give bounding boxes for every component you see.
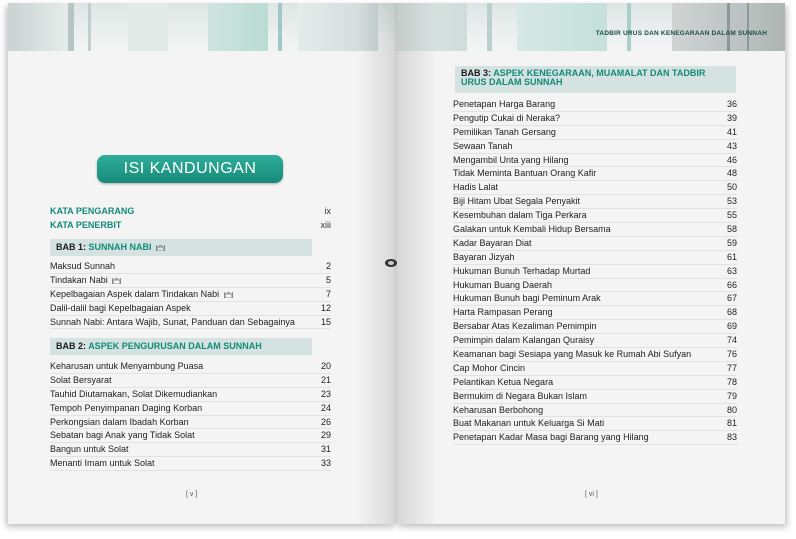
page-number: 53 (726, 196, 737, 207)
entry-label: Pengutip Cukai di Neraka? (453, 112, 561, 123)
front-matter-row[interactable] (50, 220, 331, 230)
entry-label: Kesembuhan dalam Tiga Perkara (453, 210, 587, 221)
entry-label: Mengambil Unta yang Hilang (453, 154, 569, 165)
running-head: TADBIR URUS DAN KENEGARAAN DALAM SUNNAH (595, 30, 767, 37)
chapter-title: ASPEK KENEGARAAN, MUAMALAT DAN TADBIR URUS DALAM SUNNAH (461, 68, 706, 87)
page-number: 23 (320, 388, 331, 399)
page-number: 26 (320, 416, 331, 427)
page-number: 12 (320, 302, 331, 313)
entry-label: Menanti Imam untuk Solat (50, 458, 155, 469)
mosque-icon (156, 243, 165, 251)
page-folio: [ vi ] (585, 491, 598, 498)
list-item[interactable] (453, 154, 737, 168)
page-number: 31 (320, 444, 331, 455)
list-item[interactable] (50, 402, 331, 416)
page-number: 21 (320, 374, 331, 385)
entry-label: Maksud Sunnah (50, 261, 116, 271)
front-matter-label: KATA PENERBIT (50, 220, 122, 230)
entry-label: Perkongsian dalam Ibadah Korban (50, 416, 189, 427)
list-item[interactable] (453, 223, 737, 237)
list-item[interactable] (453, 376, 737, 390)
list-item[interactable] (453, 251, 737, 265)
entry-label: Penetapan Harga Barang (453, 99, 556, 109)
list-item[interactable] (50, 374, 331, 388)
chapter-prefix: BAB 2: (56, 341, 87, 351)
bab1-list (50, 260, 331, 329)
list-item[interactable] (50, 302, 331, 316)
entry-label: Tindakan Nabi (50, 274, 108, 285)
list-item[interactable] (453, 306, 737, 320)
chapter-heading-bab3[interactable] (455, 66, 736, 93)
entry-label: Pemilikan Tanah Gersang (453, 126, 556, 137)
entry-label: Pelantikan Ketua Negara (453, 376, 554, 387)
list-item[interactable] (453, 265, 737, 279)
page-number: ix (324, 206, 331, 216)
list-item[interactable] (453, 126, 737, 140)
page-number: 7 (325, 288, 331, 299)
entry-label: Biji Hitam Ubat Segala Penyakit (453, 196, 581, 207)
page-number: 43 (726, 140, 737, 151)
page-number: 50 (726, 182, 737, 193)
entry-label: Pemimpin dalam Kalangan Quraisy (453, 335, 595, 346)
page-number: 81 (726, 418, 737, 429)
list-item[interactable] (453, 195, 737, 209)
entry-label: Buat Makanan untuk Keluarga Si Mati (453, 418, 605, 429)
list-item[interactable] (453, 431, 737, 445)
page-number: 63 (726, 265, 737, 276)
page-number: 33 (320, 458, 331, 469)
list-item[interactable] (453, 348, 737, 362)
bab3-list (453, 98, 737, 445)
page-number: 55 (726, 210, 737, 221)
page-number: 20 (320, 361, 331, 371)
binder-clip-icon (384, 258, 398, 268)
header-band (8, 3, 397, 55)
right-page (397, 3, 785, 524)
entry-label: Penetapan Kadar Masa bagi Barang yang Hilang (453, 432, 649, 443)
entry-label: Kadar Bayaran Diat (453, 237, 532, 248)
chapter-heading-bab1[interactable] (50, 239, 312, 256)
entry-label: Kepelbagaian Aspek dalam Tindakan Nabi (50, 288, 220, 299)
entry-label: Tauhid Diutamakan, Solat Dikemudiankan (50, 388, 218, 399)
chapter-heading-bab2[interactable] (50, 338, 312, 355)
entry-label: Sebatan bagi Anak yang Tidak Solat (50, 430, 195, 441)
page-number: 83 (726, 432, 737, 443)
front-matter-row[interactable] (50, 206, 331, 216)
entry-label: Hukuman Bunuh bagi Peminum Arak (453, 293, 601, 304)
list-item[interactable] (453, 98, 737, 112)
entry-label: Bayaran Jizyah (453, 251, 515, 262)
page-number: 46 (726, 154, 737, 165)
list-item[interactable] (453, 390, 737, 404)
mosque-icon (224, 290, 233, 298)
page-number: 36 (726, 99, 737, 109)
list-item[interactable] (453, 167, 737, 181)
page-number: 24 (320, 402, 331, 413)
entry-label: Bermukim di Negara Bukan Islam (453, 390, 588, 401)
list-item[interactable] (453, 362, 737, 376)
mosque-icon (112, 276, 121, 284)
entry-label: Keharusan untuk Menyambung Puasa (50, 361, 204, 371)
chapter-title: SUNNAH NABI (88, 242, 152, 252)
page-folio: [ v ] (186, 491, 198, 498)
page-number: 78 (726, 376, 737, 387)
list-item[interactable] (453, 279, 737, 293)
page-number: 67 (726, 293, 737, 304)
list-item[interactable] (50, 274, 331, 288)
list-item[interactable] (453, 334, 737, 348)
chapter-prefix: BAB 1: (56, 242, 87, 252)
contents-title: ISI KANDUNGAN (97, 155, 283, 183)
entry-label: Galakan untuk Kembali Hidup Bersama (453, 224, 611, 235)
list-item[interactable] (453, 209, 737, 223)
entry-label: Harta Rampasan Perang (453, 307, 553, 318)
page-number: xiii (320, 220, 331, 230)
page-number: 41 (726, 126, 737, 137)
list-item[interactable] (453, 237, 737, 251)
page-number: 59 (726, 237, 737, 248)
list-item[interactable] (453, 140, 737, 154)
page-number: 48 (726, 168, 737, 179)
entry-label: Hadis Lalat (453, 182, 499, 193)
header-band (397, 3, 785, 55)
list-item[interactable] (50, 388, 331, 402)
list-item[interactable] (50, 316, 331, 330)
page-number: 79 (726, 390, 737, 401)
page-number: 58 (726, 224, 737, 235)
list-item[interactable] (453, 417, 737, 431)
page-number: 15 (320, 316, 331, 327)
entry-label: Hukuman Bunuh Terhadap Murtad (453, 265, 591, 276)
page-number: 80 (726, 404, 737, 415)
list-item[interactable] (50, 416, 331, 430)
chapter-title: ASPEK PENGURUSAN DALAM SUNNAH (88, 341, 262, 351)
entry-label: Sewaan Tanah (453, 140, 513, 151)
page-number: 29 (320, 430, 331, 441)
list-item[interactable] (50, 429, 331, 443)
list-item[interactable] (453, 404, 737, 418)
entry-label: Bersabar Atas Kezaliman Pemimpin (453, 321, 597, 332)
entry-label: Hukuman Buang Daerah (453, 279, 553, 290)
entry-label: Keamanan bagi Sesiapa yang Masuk ke Rumah Abi Sufyan (453, 349, 692, 360)
list-item[interactable] (453, 320, 737, 334)
entry-label: Cap Mohor Cincin (453, 362, 526, 373)
page-number: 76 (726, 349, 737, 360)
page-number: 5 (325, 274, 331, 285)
list-item[interactable] (50, 443, 331, 457)
left-page (8, 3, 397, 524)
page-number: 74 (726, 335, 737, 346)
entry-label: Dalil-dalil bagi Kepelbagaian Aspek (50, 302, 191, 313)
list-item[interactable] (50, 457, 331, 471)
entry-label: Keharusan Berbohong (453, 404, 544, 415)
list-item[interactable] (50, 360, 331, 374)
page-number: 69 (726, 321, 737, 332)
page-number: 66 (726, 279, 737, 290)
list-item[interactable] (50, 288, 331, 302)
page-number: 77 (726, 362, 737, 373)
page-number: 39 (726, 112, 737, 123)
bab2-list (50, 360, 331, 471)
entry-label: Sunnah Nabi: Antara Wajib, Sunat, Panduan dan Sebagainya (50, 316, 295, 327)
list-item[interactable] (453, 112, 737, 126)
page-number: 61 (726, 251, 737, 262)
entry-label: Bangun untuk Solat (50, 444, 129, 455)
page-number: 68 (726, 307, 737, 318)
entry-label: Tempoh Penyimpanan Daging Korban (50, 402, 203, 413)
list-item[interactable] (453, 292, 737, 306)
page-number: 2 (325, 261, 331, 271)
chapter-prefix: BAB 3: (461, 68, 492, 78)
entry-label: Solat Bersyarat (50, 374, 112, 385)
front-matter-label: KATA PENGARANG (50, 206, 135, 216)
entry-label: Tidak Meminta Bantuan Orang Kafir (453, 168, 597, 179)
list-item[interactable] (50, 260, 331, 274)
list-item[interactable] (453, 181, 737, 195)
